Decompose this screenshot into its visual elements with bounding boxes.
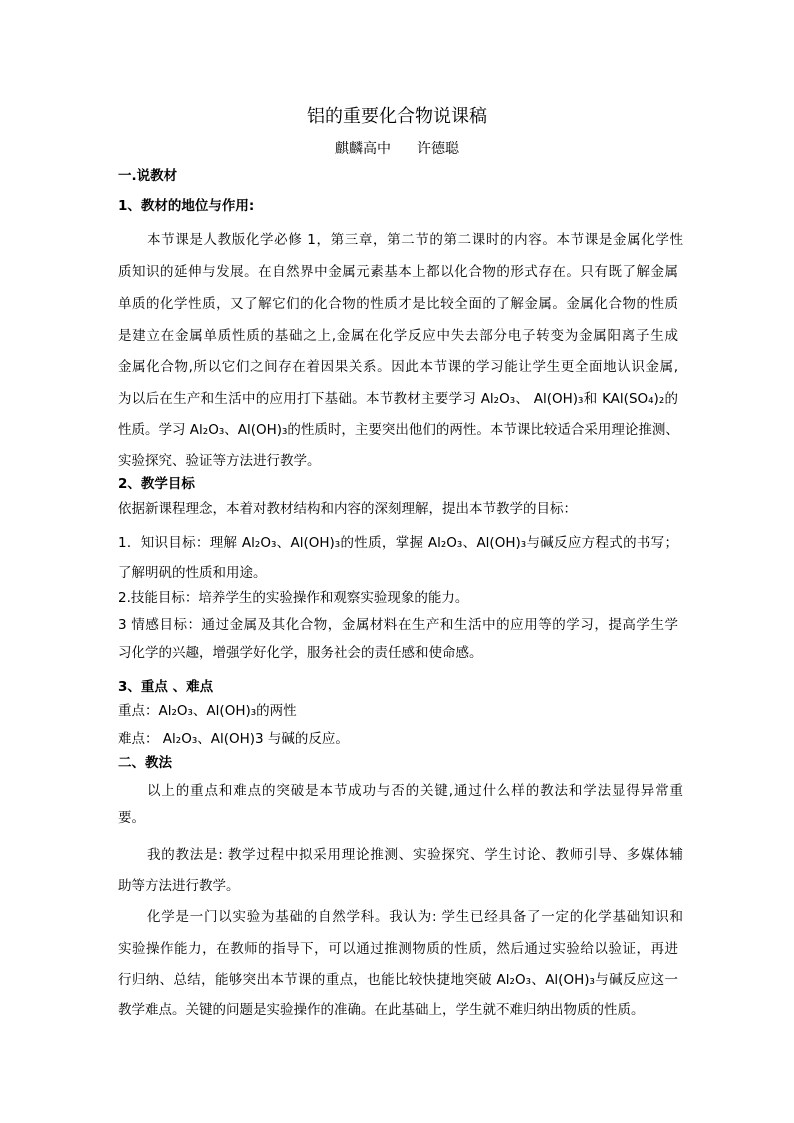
author-name: 许德聪 xyxy=(417,141,459,157)
paragraph-line: 性质。学习 Al₂O₃、Al(OH)₃的性质时，主要突出他们的两性。本节课比较适合采用理论推测、 xyxy=(118,422,679,438)
section-heading-method: 二、教法 xyxy=(118,755,172,771)
author-line xyxy=(0,139,794,159)
paragraph-line: 单质的化学性质，又了解它们的化合物的性质才是比较全面的了解金属。金属化合物的性质 xyxy=(118,296,678,312)
goal-knowledge-line: 1．知识目标：理解 Al₂O₃、Al(OH)₃的性质，掌握 Al₂O₃、Al(OH)₃与碱反应方程式的书写； xyxy=(118,535,678,551)
goal-emotion-line: 习化学的兴趣，增强学好化学，服务社会的责任感和使命感。 xyxy=(118,645,483,661)
paragraph-line: 要。 xyxy=(118,810,145,826)
paragraph-line: 教学难点。关键的问题是实验操作的准确。在此基础上，学生就不难归纳出物质的性质。 xyxy=(118,1002,645,1018)
heading-status-role: 1、教材的地位与作用: xyxy=(118,198,255,214)
paragraph-line: 质知识的延伸与发展。在自然界中金属元素基本上都以化合物的形式存在。只有既了解金属 xyxy=(118,264,678,280)
heading-key-difficult: 3、重点 、难点 xyxy=(118,679,214,695)
paragraph-line: 本节课是人教版化学必修 1，第三章，第二节的第二课时的内容。本节课是金属化学性 xyxy=(147,232,683,248)
paragraph-line: 金属化合物,所以它们之间存在着因果关系。因此本节课的学习能让学生更全面地认识金属, xyxy=(118,359,678,375)
paragraph-line: 是建立在金属单质性质的基础之上,金属在化学反应中失去部分电子转变为金属阳离子生成 xyxy=(118,328,678,344)
paragraph-line: 实验探究、验证等方法进行教学。 xyxy=(118,453,321,469)
paragraph-line: 依据新课程理念，本着对教材结构和内容的深刻理解，提出本节教学的目标： xyxy=(118,501,577,517)
key-point: 重点：Al₂O₃、Al(OH)₃的两性 xyxy=(118,703,297,719)
paragraph-line: 行归纳、总结，能够突出本节课的重点，也能比较快捷地突破 Al₂O₃、Al(OH)₃与碱反应这一 xyxy=(118,972,678,988)
heading-teaching-goals: 2、教学目标 xyxy=(118,476,195,492)
goal-skill: 2.技能目标：培养学生的实验操作和观察实验现象的能力。 xyxy=(118,590,469,606)
paragraph-line: 以上的重点和难点的突破是本节成功与否的关键,通过什么样的教法和学法显得异常重 xyxy=(147,783,683,799)
difficult-point: 难点： Al₂O₃、Al(OH)3 与碱的反应。 xyxy=(118,731,349,747)
school-name: 麒麟高中 xyxy=(335,141,391,157)
goal-emotion-line: 3 情感目标：通过金属及其化合物，金属材料在生产和生活中的应用等的学习，提高学生学 xyxy=(118,617,678,633)
paragraph-line: 化学是一门以实验为基础的自然学科。我认为: 学生已经具备了一定的化学基础知识和 xyxy=(147,909,683,925)
paragraph-line: 实验操作能力，在教师的指导下，可以通过推测物质的性质，然后通过实验给以验证，再进 xyxy=(118,941,678,957)
paragraph-line: 助等方法进行教学。 xyxy=(118,878,240,894)
goal-knowledge-line: 了解明矾的性质和用途。 xyxy=(118,565,267,581)
document-title: 铝的重要化合物说课稿 xyxy=(307,106,487,127)
paragraph-line: 我的教法是: 教学过程中拟采用理论推测、实验探究、学生讨论、教师引导、多媒体辅 xyxy=(147,847,683,863)
section-heading-textbook: 一.说教材 xyxy=(118,168,178,184)
paragraph-line: 为以后在生产和生活中的应用打下基础。本节教材主要学习 Al₂O₃、 Al(OH)₃和 KAl(SO₄)₂的 xyxy=(118,391,678,407)
